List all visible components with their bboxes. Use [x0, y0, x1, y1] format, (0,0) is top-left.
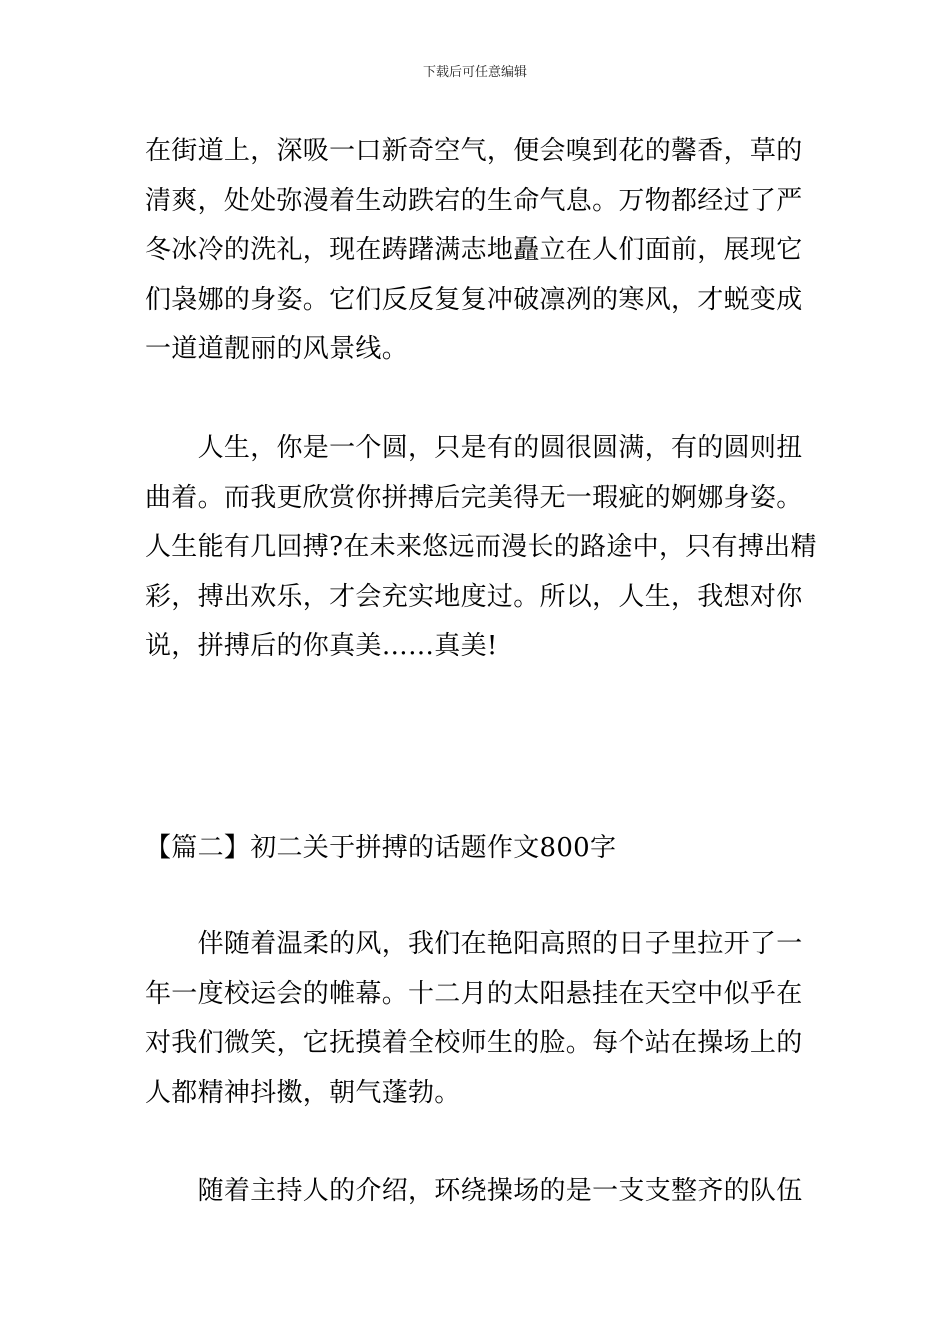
paragraph-line: 们袅娜的身姿。它们反反复复冲破凛冽的寒风，才蜕变成: [145, 284, 803, 315]
paragraph-line: 彩，搏出欢乐，才会充实地度过。所以，人生，我想对你: [145, 581, 803, 612]
paragraph-line: 人都精神抖擞，朝气蓬勃。: [145, 1077, 461, 1108]
paragraph-line: 伴随着温柔的风，我们在艳阳高照的日子里拉开了一: [145, 929, 803, 959]
paragraph: [145, 127, 807, 375]
paragraph-line: 人生能有几回搏?在未来悠远而漫长的路途中，只有搏出精: [145, 532, 817, 562]
paragraph-line: 曲着。而我更欣赏你拼搏后完美得无一瑕疵的婀娜身姿。: [145, 482, 803, 513]
paragraph-line: 一道道靓丽的风景线。: [145, 334, 409, 364]
paragraph: [145, 1167, 807, 1217]
paragraph-line: 说，拼搏后的你真美……真美!: [145, 631, 498, 661]
paragraph: [145, 424, 817, 672]
paragraph-line: 在街道上，深吸一口新奇空气，便会嗅到花的馨香，草的: [145, 136, 803, 166]
paragraph-line: 清爽，处处弥漫着生动跌宕的生命气息。万物都经过了严: [145, 185, 803, 216]
paragraph: [145, 920, 807, 1118]
paragraph-line: 冬冰冷的洗礼，现在踌躇满志地矗立在人们面前，展现它: [145, 235, 803, 265]
paragraph-line: 对我们微笑，它抚摸着全校师生的脸。每个站在操场上的: [145, 1028, 803, 1058]
paragraph-line: 人生，你是一个圆，只是有的圆很圆满，有的圆则扭: [145, 433, 803, 463]
paragraph-line: 随着主持人的介绍，环绕操场的是一支支整齐的队伍: [145, 1176, 803, 1206]
paragraph-line: 年一度校运会的帷幕。十二月的太阳悬挂在天空中似乎在: [145, 978, 803, 1009]
page-header-note: 下载后可任意编辑: [422, 65, 527, 80]
section-heading: 【篇二】初二关于拼搏的话题作文800字: [145, 833, 617, 863]
